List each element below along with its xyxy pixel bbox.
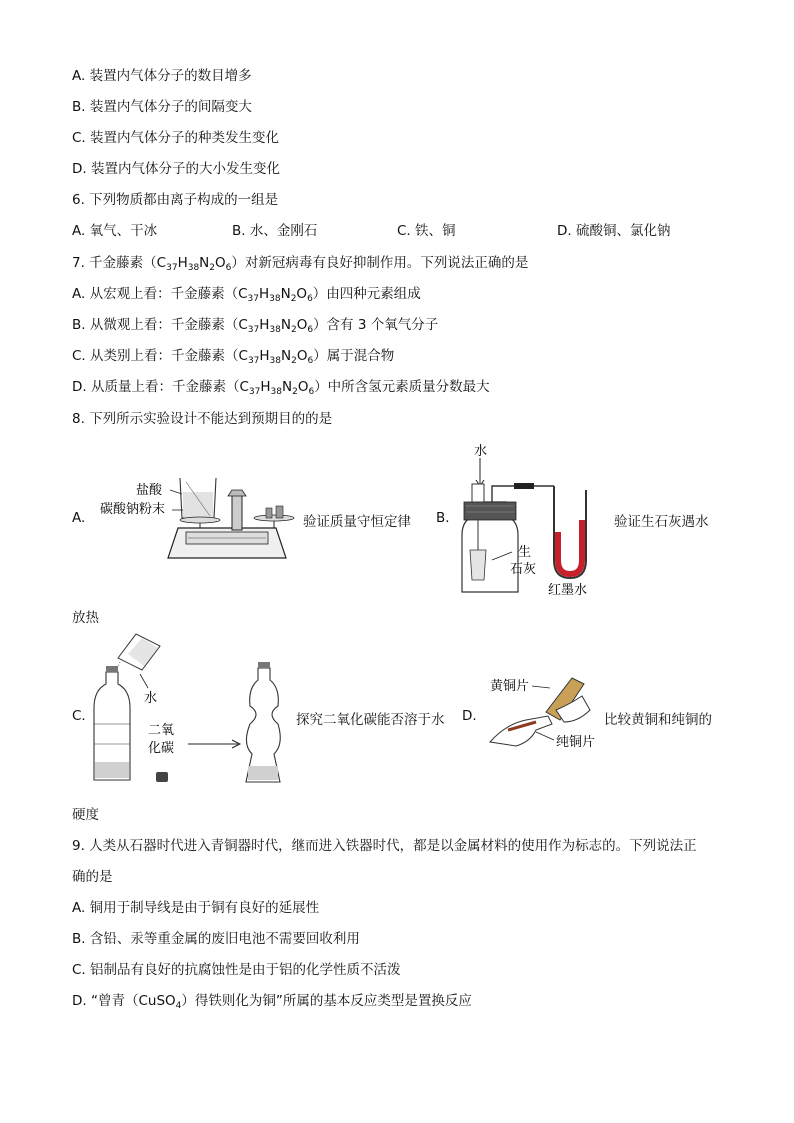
q6-stem: 6. 下列物质都由离子构成的一组是 — [72, 192, 279, 208]
q9-option-c: C. 铝制品有良好的抗腐蚀性是由于铝的化学性质不活泼 — [72, 962, 401, 978]
q5-option-d: D. 装置内气体分子的大小发生变化 — [72, 161, 280, 177]
copper-scratch-figure — [486, 670, 602, 750]
q6-option-b: B. 水、金刚石 — [232, 223, 318, 239]
q8-d-desc-cont: 硬度 — [72, 807, 99, 823]
q5-option-b: B. 装置内气体分子的间隔变大 — [72, 99, 252, 115]
lime-label-2: 石灰 — [510, 562, 537, 577]
ink-label: 红墨水 — [548, 583, 588, 598]
q8-b-desc-cont: 放热 — [72, 610, 99, 626]
powder-label: 碳酸钠粉末 — [100, 502, 166, 517]
q5-option-c: C. 装置内气体分子的种类发生变化 — [72, 130, 280, 146]
q6-option-a: A. 氧气、干冰 — [72, 223, 158, 239]
q9-option-d: D. “曾青（CuSO$_4$）得铁则化为铜”所属的基本反应类型是置换反应 — [72, 993, 472, 1011]
balance-figure — [96, 470, 296, 570]
q9-stem-2: 确的是 — [72, 869, 113, 885]
q9-option-b: B. 含铅、汞等重金属的废旧电池不需要回收利用 — [72, 931, 360, 947]
q8-c-desc: 探究二氧化碳能否溶于水 — [296, 712, 445, 728]
q8-d-letter: D. — [462, 708, 477, 724]
q8-c-letter: C. — [72, 708, 86, 724]
lime-label-1: 生 — [518, 545, 532, 560]
lime-flask-figure — [452, 440, 612, 600]
q8-b-letter: B. — [436, 510, 450, 526]
q9-option-a: A. 铜用于制导线是由于铜有良好的延展性 — [72, 900, 320, 916]
water-label-c: 水 — [144, 691, 158, 706]
q5-option-a: A. 装置内气体分子的数目增多 — [72, 68, 252, 84]
copper-label: 纯铜片 — [556, 735, 596, 750]
brass-label: 黄铜片 — [490, 679, 530, 694]
q8-a-letter: A. — [72, 510, 86, 526]
bottle-figure — [88, 632, 288, 792]
q8-stem: 8. 下列所示实验设计不能达到预期目的的是 — [72, 411, 333, 427]
q7-stem: 7. 千金藤素$(C_{37}H_{38}N_2O_6)$对新冠病毒有良好抑制作用。下列说法正确的是 — [72, 255, 529, 273]
q7-option-c: C. 从类别上看：千金藤素$(C_{37}H_{38}N_2O_6)$属于混合物 — [72, 348, 395, 366]
acid-label: 盐酸 — [136, 483, 163, 498]
q9-stem-1: 9. 人类从石器时代进入青铜器时代，继而进入铁器时代，都是以金属材料的使用作为标志的。下列说法正 — [72, 838, 697, 854]
q8-d-desc: 比较黄铜和纯铜的 — [604, 712, 712, 728]
q8-b-desc: 验证生石灰遇水 — [614, 514, 709, 530]
q6-options — [72, 221, 670, 241]
q6-option-c: C. 铁、铜 — [397, 223, 456, 239]
q6-option-d: D. 硫酸铜、氯化钠 — [557, 223, 671, 239]
q7-option-a: A. 从宏观上看：千金藤素$(C_{37}H_{38}N_2O_6)$由四种元素组成 — [72, 286, 421, 304]
water-label: 水 — [474, 444, 488, 459]
q7-option-b: B. 从微观上看：千金藤素$(C_{37}H_{38}N_2O_6)$含有 3 个氧气分子 — [72, 317, 439, 335]
co2-label-2: 化碳 — [148, 741, 175, 756]
q8-a-desc: 验证质量守恒定律 — [303, 514, 411, 530]
co2-label-1: 二氧 — [148, 723, 175, 738]
q7-option-d: D. 从质量上看：千金藤素$(C_{37}H_{38}N_2O_6)$中所含氢元素质量分数最大 — [72, 379, 490, 397]
